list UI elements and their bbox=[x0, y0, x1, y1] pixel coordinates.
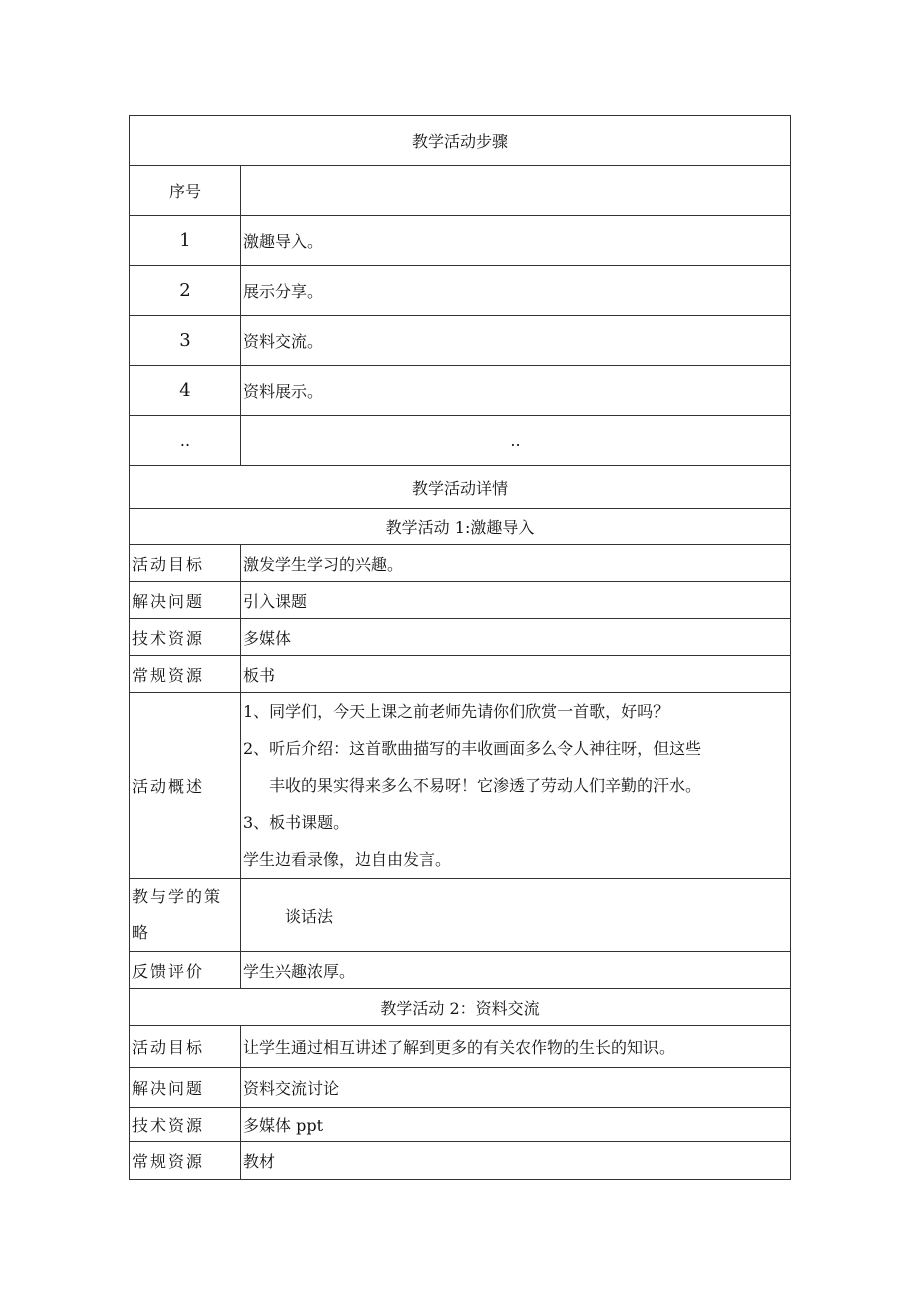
activity1-goal-row bbox=[130, 545, 791, 582]
activity1-strategy-row bbox=[130, 879, 791, 952]
overview-line: 1、同学们，今天上课之前老师先请你们欣赏一首歌，好吗？ bbox=[243, 702, 670, 721]
step-number: 1 bbox=[130, 216, 241, 266]
activity2-tech-row bbox=[130, 1108, 791, 1142]
activity1-overview-label: 活动概述 bbox=[130, 693, 241, 879]
activity1-tech-label: 技术资源 bbox=[130, 619, 241, 656]
step-text: 展示分享。 bbox=[241, 266, 791, 316]
activity2-goal-label: 活动目标 bbox=[130, 1026, 241, 1068]
activity1-strategy-label bbox=[130, 879, 241, 952]
activity2-goal: 让学生通过相互讲述了解到更多的有关农作物的生长的知识。 bbox=[241, 1026, 791, 1068]
activity1-regular: 板书 bbox=[241, 656, 791, 693]
activity1-problem-row bbox=[130, 582, 791, 619]
steps-header-row bbox=[130, 166, 791, 216]
step-number: .. bbox=[130, 416, 241, 466]
activity1-feedback-label: 反馈评价 bbox=[130, 952, 241, 989]
activity2-title-row bbox=[130, 989, 791, 1026]
overview-line: 3、板书课题。 bbox=[243, 813, 350, 832]
activity2-goal-row bbox=[130, 1026, 791, 1068]
activity1-title: 教学活动 1:激趣导入 bbox=[130, 509, 791, 545]
activity2-title: 教学活动 2：资料交流 bbox=[130, 989, 791, 1026]
step-number: 3 bbox=[130, 316, 241, 366]
strategy-label-line: 略 bbox=[132, 923, 151, 942]
activity1-tech-row bbox=[130, 619, 791, 656]
step-row bbox=[130, 416, 791, 466]
overview-line: 学生边看录像，边自由发言。 bbox=[243, 850, 452, 869]
step-row bbox=[130, 316, 791, 366]
details-title-row bbox=[130, 466, 791, 509]
step-row bbox=[130, 266, 791, 316]
index-header: 序号 bbox=[130, 166, 241, 216]
details-title: 教学活动详情 bbox=[130, 466, 791, 509]
lesson-plan-table bbox=[129, 115, 791, 1180]
step-text: 激趣导入。 bbox=[241, 216, 791, 266]
activity1-title-row bbox=[130, 509, 791, 545]
activity1-feedback: 学生兴趣浓厚。 bbox=[241, 952, 791, 989]
activity2-problem-label: 解决问题 bbox=[130, 1068, 241, 1108]
activity1-regular-label: 常规资源 bbox=[130, 656, 241, 693]
lesson-plan-document bbox=[129, 115, 790, 1180]
activity1-tech: 多媒体 bbox=[241, 619, 791, 656]
step-text: 资料展示。 bbox=[241, 366, 791, 416]
step-row bbox=[130, 216, 791, 266]
activity1-overview-row bbox=[130, 693, 791, 879]
activity1-overview bbox=[241, 693, 791, 879]
activity2-regular: 教材 bbox=[241, 1142, 791, 1180]
steps-title: 教学活动步骤 bbox=[130, 116, 791, 166]
activity1-strategy: 谈话法 bbox=[241, 879, 791, 952]
activity1-goal-label: 活动目标 bbox=[130, 545, 241, 582]
activity2-problem-row bbox=[130, 1068, 791, 1108]
strategy-label-line: 教与学的策 bbox=[132, 887, 223, 906]
step-number: 4 bbox=[130, 366, 241, 416]
activity2-regular-row bbox=[130, 1142, 791, 1180]
content-header bbox=[241, 166, 791, 216]
overview-line: 丰收的果实得来多么不易呀！它渗透了劳动人们辛勤的汗水。 bbox=[269, 776, 702, 795]
activity1-feedback-row bbox=[130, 952, 791, 989]
step-number: 2 bbox=[130, 266, 241, 316]
activity1-regular-row bbox=[130, 656, 791, 693]
step-row bbox=[130, 366, 791, 416]
activity1-goal: 激发学生学习的兴趣。 bbox=[241, 545, 791, 582]
steps-title-row bbox=[130, 116, 791, 166]
step-text: 资料交流。 bbox=[241, 316, 791, 366]
activity1-problem-label: 解决问题 bbox=[130, 582, 241, 619]
activity2-tech: 多媒体 ppt bbox=[241, 1108, 791, 1142]
activity2-tech-label: 技术资源 bbox=[130, 1108, 241, 1142]
overview-line: 2、听后介绍：这首歌曲描写的丰收画面多么令人神往呀，但这些 bbox=[243, 739, 702, 758]
step-text: .. bbox=[241, 416, 791, 466]
activity2-regular-label: 常规资源 bbox=[130, 1142, 241, 1180]
activity1-problem: 引入课题 bbox=[241, 582, 791, 619]
activity2-problem: 资料交流讨论 bbox=[241, 1068, 791, 1108]
